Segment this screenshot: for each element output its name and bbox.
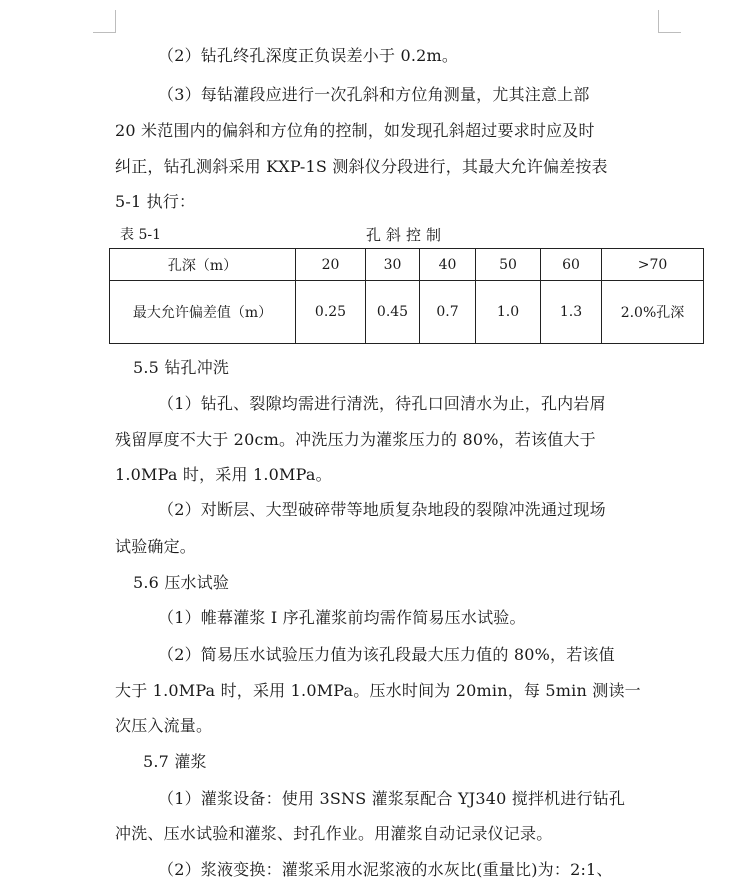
table-cell: 1.3 <box>541 281 602 344</box>
paragraph-line: （2）简易压水试验压力值为该孔段最大压力值的 80%，若该值 <box>158 645 615 664</box>
section-heading: 5.7 灌浆 <box>143 752 207 771</box>
table-row <box>110 249 704 281</box>
paragraph-line: 次压入流量。 <box>115 716 213 735</box>
paragraph-line: 冲洗、压水试验和灌浆、封孔作业。用灌浆自动记录仪记录。 <box>115 824 553 843</box>
table-row <box>110 281 704 344</box>
paragraph-line: 1.0MPa 时，采用 1.0MPa。 <box>115 465 332 484</box>
paragraph-line: 残留厚度不大于 20cm。冲洗压力为灌浆压力的 80%，若该值大于 <box>115 430 596 449</box>
row-header-depth: 孔深（m） <box>110 249 296 281</box>
paragraph-line: （3）每钻灌段应进行一次孔斜和方位角测量，尤其注意上部 <box>158 85 590 104</box>
table-cell: 1.0 <box>476 281 541 344</box>
table-cell: 2.0%孔深 <box>602 281 704 344</box>
paragraph-line: 5-1 执行： <box>115 192 196 211</box>
paragraph-line: （1）帷幕灌浆 I 序孔灌浆前均需作简易压水试验。 <box>158 608 526 627</box>
table-cell: 0.45 <box>366 281 420 344</box>
paragraph-line: 试验确定。 <box>115 537 197 556</box>
table-cell: >70 <box>602 249 704 281</box>
paragraph-line: 大于 1.0MPa 时，采用 1.0MPa。压水时间为 20min，每 5min 测读一 <box>115 681 641 700</box>
paragraph-line: （1）钻孔、裂隙均需进行清洗，待孔口回清水为止，孔内岩屑 <box>158 394 606 413</box>
table-cell: 40 <box>420 249 476 281</box>
table-caption: 表 5-1 <box>120 227 161 243</box>
table-cell: 20 <box>296 249 366 281</box>
paragraph-line: 纠正，钻孔测斜采用 KXP-1S 测斜仪分段进行，其最大允许偏差按表 <box>115 157 608 176</box>
paragraph-line: （2）对断层、大型破碎带等地质复杂地段的裂隙冲洗通过现场 <box>158 500 606 519</box>
hole-deviation-table <box>109 248 704 344</box>
table-cell: 30 <box>366 249 420 281</box>
table-title: 孔斜控制 <box>366 226 447 244</box>
paragraph-line: 20 米范围内的偏斜和方位角的控制，如发现孔斜超过要求时应及时 <box>115 121 595 140</box>
section-heading: 5.6 压水试验 <box>133 573 230 592</box>
table-cell: 0.25 <box>296 281 366 344</box>
table-cell: 60 <box>541 249 602 281</box>
page-corner-mark-top-right <box>658 10 681 33</box>
section-heading: 5.5 钻孔冲洗 <box>133 358 230 377</box>
row-header-max-deviation: 最大允许偏差值（m） <box>110 281 296 344</box>
table-cell: 0.7 <box>420 281 476 344</box>
page-corner-mark-top-left <box>93 10 116 33</box>
paragraph-line: （1）灌浆设备：使用 3SNS 灌浆泵配合 YJ340 搅拌机进行钻孔 <box>158 789 626 808</box>
paragraph-line: （2）钻孔终孔深度正负误差小于 0.2m。 <box>158 46 459 65</box>
table-cell: 50 <box>476 249 541 281</box>
paragraph-line: （2）浆液变换：灌浆采用水泥浆液的水灰比(重量比)为：2:1、 <box>158 860 613 879</box>
